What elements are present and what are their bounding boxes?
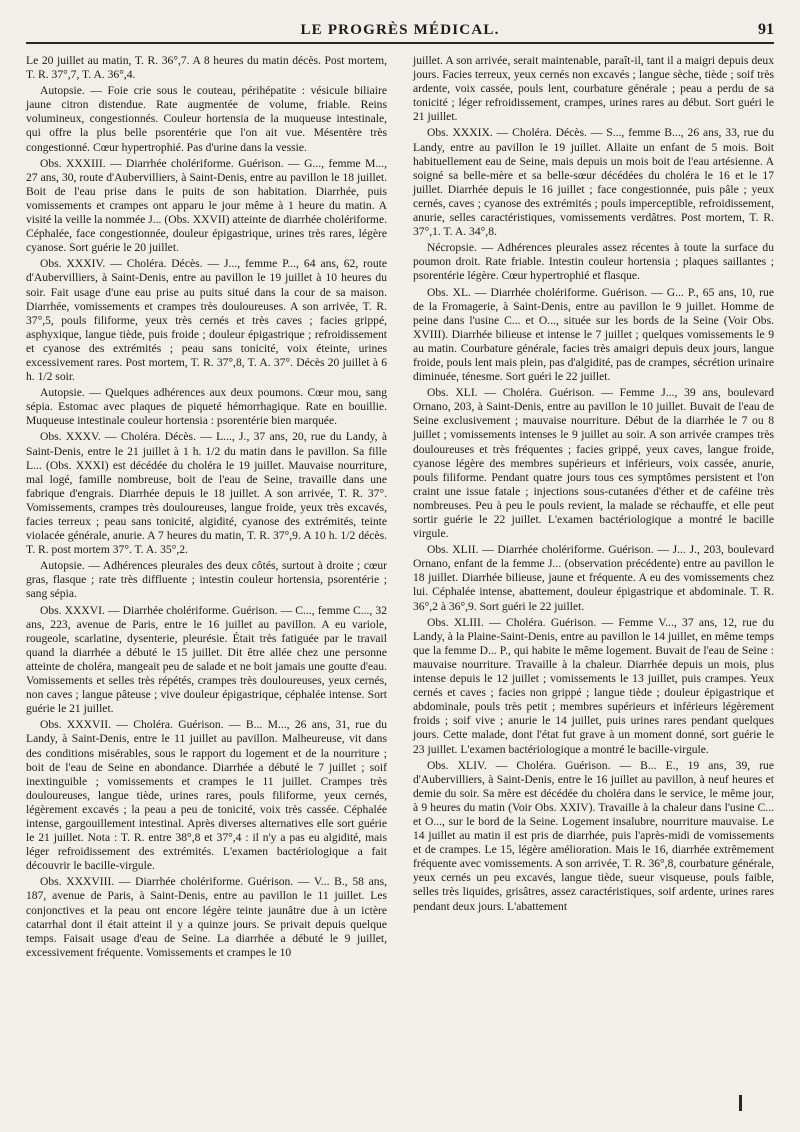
left-column xyxy=(26,54,387,962)
text-columns xyxy=(26,54,774,962)
paragraph: Obs. XLIII. — Choléra. Guérison. — Femme V..., 37 ans, 12, rue du Landy, à la Plaine-Saint-Denis, entre au pavillon le 14 juillet, en même temps que la femme D... P., qui habite le même logement. Buvait de l'eau de Seine : mauvaise nourriture. Travaille à la chaleur. Diarrhée depuis un mois, plus intense depuis le 12 juillet ; vomissements le 13 juillet, puis crampes. Yeux cernés et caves ; facies non grippé ; langue tiède ; douleur épigastrique et abdominale, pouls très petit ; membres supérieurs et inférieurs légèrement froids ; soif vive ; anurie le 14 juillet, puis urines rares pendant quelques jours. Cette malade, dont l'état fut grave à un moment donné, sort guérie le 23 juillet. L'examen bactériologique a montré le bacille-virgule. xyxy=(413,615,774,756)
paragraph: Obs. XLI. — Choléra. Guérison. — Femme J..., 39 ans, boulevard Ornano, 203, à Saint-Denis, entre au pavillon le 10 juillet. Buvait de l'eau de Seine exclusivement ; mauvaise nourriture. Début de la diarrhée le 7 ou 8 juillet ; vomissements intenses le 9 juillet au soir. A son arrivée crampes très douloureuses et très fréquentes ; facies grippé, yeux caves, langue froide, cyanose légère des membres supérieurs et inférieurs, voix cassée, anurie, pouls filiforme. Pendant quatre jours tous ces symptômes persistent et l'on craint une issue fatale ; injections sous-cutanées d'éther et de caféine très nombreuses. Peu à peu le pouls revient, la malade se réchauffe, et elle peut sortir guérie le 22 juillet. L'examen bactériologique a montré le bacille virgule. xyxy=(413,386,774,541)
paragraph: Obs. XXXIX. — Choléra. Décès. — S..., femme B..., 26 ans, 33, rue du Landy, entre au pavillon le 19 juillet. Allaite un enfant de 5 mois. Boit habituellement eau de Seine, mais depuis un mois boit de l'eau artésienne. A soigné sa belle-mère et sa belle-sœur décédées du choléra le 16 et le 17 juillet. Diarrhée depuis le 16 juillet ; face congestionnée, puis pâle ; yeux cernés, caves ; cyanose des extrémités ; pouls imperceptible, refroidissement, anurie, selles caractéristiques, vomissements verdâtres. Post mortem, T. R. 37°,1. T. A. 34°,8. xyxy=(413,126,774,239)
page-number: 91 xyxy=(758,21,774,38)
paragraph: Autopsie. — Foie crie sous le couteau, périhépatite : vésicule biliaire jaune citron distendue. Rate augmentée de volume, friable. Reins volumineux, congestionnés. Couleur hortensia de la muqueuse intestinale, qui offre la plus belle psorentérie que l'on ait vue. Mésentère très congestionné. Cœur hypertrophié. Pas d'urine dans la vessie. xyxy=(26,84,387,154)
paragraph: Obs. XXXIII. — Diarrhée cholériforme. Guérison. — G..., femme M..., 27 ans, 30, route d'Aubervilliers, à Saint-Denis, entre au pavillon le 18 juillet. Boit de l'eau prise dans le puits de son habitation. Diarrhée, puis vomissements et crampes ont apparu le jour même à 1 heure du matin. A visité la veille la nommée J... (Obs. XXVII) atteinte de diarrhée cholériforme. Céphalée, face congestionnée, douleur épigastrique, urines très rares, légère cyanose. Sort guérie le 20 juillet. xyxy=(26,156,387,255)
paragraph: Obs. XLIV. — Choléra. Guérison. — B... E., 19 ans, 39, rue d'Aubervilliers, à Saint-Denis, entre le 16 juillet au pavillon, à neuf heures et demie du soir. Sa mère est décédée du choléra dans le service, le même jour, à 9 heures du matin (Voir Obs. XXIV). Travaille à la chaleur dans l'usine C... et O..., sur le bord de la Seine. Logement insalubre, nourriture mauvaise. Le 14 juillet au matin il est pris de diarrhée, puis l'après-midi de vomissements et de crampes. Le 15, légère amélioration. Mais le 16, diarrhée extrêmement fréquente avec vomissements. A son arrivée, T. R. 36°,8, courbature générale, yeux cernés un peu excavés, langue tiède, sueur visqueuse, pouls faible, selles très liquides, grisâtres, assez caractéristiques, soif ardente, urines rares pendant deux jours. L'abattement xyxy=(413,758,774,913)
paragraph: Obs. XLII. — Diarrhée cholériforme. Guérison. — J... J., 203, boulevard Ornano, enfant de la femme J... (observation précédente) entre au pavillon le 18 juillet. Diarrhée bilieuse, jaune et fréquente. A eu des vomissements chez lui. Céphalée intense, abattement, douleur épigastrique et abdominale. T. R. 36°,2 à 36°,9. Sort guéri le 22 juillet. xyxy=(413,543,774,613)
printer-mark xyxy=(739,1095,742,1111)
paragraph: Obs. XXXVI. — Diarrhée cholériforme. Guérison. — C..., femme C..., 32 ans, 223, avenue de Paris, entre le 16 juillet au pavillon. A eu variole, rougeole, scarlatine, dysenterie, pleurésie. Était très fatiguée par le travail quand la diarrhée a débuté le 15 juillet. Dit être allée chez une personne atteinte de choléra, mangeait peu de salade et ne boit jamais une goutte d'eau. Vomissements et selles très répétés, crampes très douloureuses, yeux cernés, non caves ; langue pâteuse ; vive douleur épigastrique, céphalée intense. Sort guérie le 21 juillet. xyxy=(26,603,387,716)
paragraph: Nécropsie. — Adhérences pleurales assez récentes à toute la surface du poumon droit. Rate friable. Intestin couleur hortensia ; plaques saillantes ; psorentérie légère. Cœur hypertrophié et flasque. xyxy=(413,241,774,283)
paragraph: juillet. A son arrivée, serait maintenable, paraît-il, tant il a maigri depuis deux jours. Facies terreux, yeux cernés non excavés ; langue sèche, tiède ; soif très ardente, voix cassée, pouls lent, courbature générale ; peau a perdu de sa tonicité ; léger refroidissement, crampes, urines rares au début. Sort guéri le 21 juillet. xyxy=(413,54,774,124)
paragraph: Autopsie. — Adhérences pleurales des deux côtés, surtout à droite ; cœur gras, flasque ; rate très diffluente ; intestin couleur hortensia, psorentérie ; sang sépia. xyxy=(26,559,387,601)
right-column xyxy=(413,54,774,962)
page-header xyxy=(26,18,774,44)
paragraph: Obs. XL. — Diarrhée cholériforme. Guérison. — G... P., 65 ans, 10, rue de la Fromagerie, à Saint-Denis, entre au pavillon le 9 juillet. Homme de peine dans l'usine C... et O..., située sur les bords de la Seine (Voir Obs. XVIII). Diarrhée bilieuse et intense le 7 juillet ; quelques vomissements le 9 au matin. Courbature générale, facies très amaigri depuis deux jours, langue froide, pouls lent mais plein, pas d'algidité, pas de crampes, sécrétion urinaire diminuée, ténesme. Sort guéri le 22 juillet. xyxy=(413,285,774,384)
paragraph: Obs. XXXIV. — Choléra. Décès. — J..., femme P..., 64 ans, 62, route d'Aubervilliers, à Saint-Denis, entre au pavillon le 19 juillet à 10 heures du soir. Fait usage d'une eau prise au puits situé dans la cour de sa maison. Diarrhée, vomissements et crampes très douloureuses. A son arrivée, T. R. 37°,5, pouls filiforme, yeux très cernés et très caves ; facies grippé, asphyxique, langue tiède, puis froide ; douleur épigastrique ; refroidissement et cyanose des extrémités ; peau sans tonicité, voix éteinte, urines excessivement rares. Post mortem, T. R. 37°,8, T. A. 37°. Décès 20 juillet à 6 h. 1/2 soir. xyxy=(26,257,387,384)
paragraph: Obs. XXXV. — Choléra. Décès. — L..., J., 37 ans, 20, rue du Landy, à Saint-Denis, entre le 21 juillet à 1 h. 1/2 du matin dans le pavillon. Sa fille L... (Obs. XXXI) est décédée du choléra le 19 juillet. Mauvaise nourriture, mal logé, famille nombreuse, boit de l'eau de Seine, travaille dans une fabrique d'engrais. Diarrhée depuis le 18 juillet. A son arrivée, T. R. 37°. Vomissements, crampes très douloureuses, langue froide, yeux très excavés, facies terreux ; peau sans tonicité, algidité, cyanose des extrémités, teinte violacée générale, anurie. A 7 heures du matin, T. R. 37°,9. A 10 h. 1/2 décès. T. R. post mortem 37°. T. A. 35°,2. xyxy=(26,430,387,557)
paragraph: Obs. XXXVIII. — Diarrhée cholériforme. Guérison. — V... B., 58 ans, 187, avenue de Paris, à Saint-Denis, entre au pavillon le 11 juillet. Les conjonctives et la peau ont encore légère teinte jaunâtre due à un ictère catarrhal dont il était atteint il y a quinze jours. Se privait depuis quelque temps. Faisait usage d'eau de Seine. La diarrhée a débuté le 9 juillet, excessivement fréquente. Vomissements et crampes le 10 xyxy=(26,875,387,959)
paragraph: Obs. XXXVII. — Choléra. Guérison. — B... M..., 26 ans, 31, rue du Landy, à Saint-Denis, entre le 11 juillet au pavillon. Malheureuse, vit dans des conditions misérables, sous le rapport du logement et de la nourriture ; boit de l'eau de Seine en abondance. Diarrhée a débuté le 7 juillet ; soif inextinguible ; vomissements et crampes le 11 juillet. Crampes très douloureuses, langue tiède, urines rares, pouls filiforme, yeux cernés, légèrement excavés ; la peau a peu de tonicité, voix très cassée. Céphalée intense, gargouillement intestinal. Après diverses alternatives elle sort guérie le 21 juillet. Nota : T. R. entre 38°,8 et 37°,4 : il n'y a pas eu algidité, mais léger refroidissement des extrémités. L'examen bactériologique a fait découvrir le bacille-virgule. xyxy=(26,718,387,873)
paragraph: Le 20 juillet au matin, T. R. 36°,7. A 8 heures du matin décès. Post mortem, T. R. 37°,7, T. A. 36°,4. xyxy=(26,54,387,82)
running-title: LE PROGRÈS MÉDICAL. xyxy=(300,22,500,38)
paragraph: Autopsie. — Quelques adhérences aux deux poumons. Cœur mou, sang sépia. Estomac avec plaques de piqueté hémorrhagique. Rate en bouillie. Muqueuse intestinale couleur hortensia : psorentérie bien marquée. xyxy=(26,386,387,428)
